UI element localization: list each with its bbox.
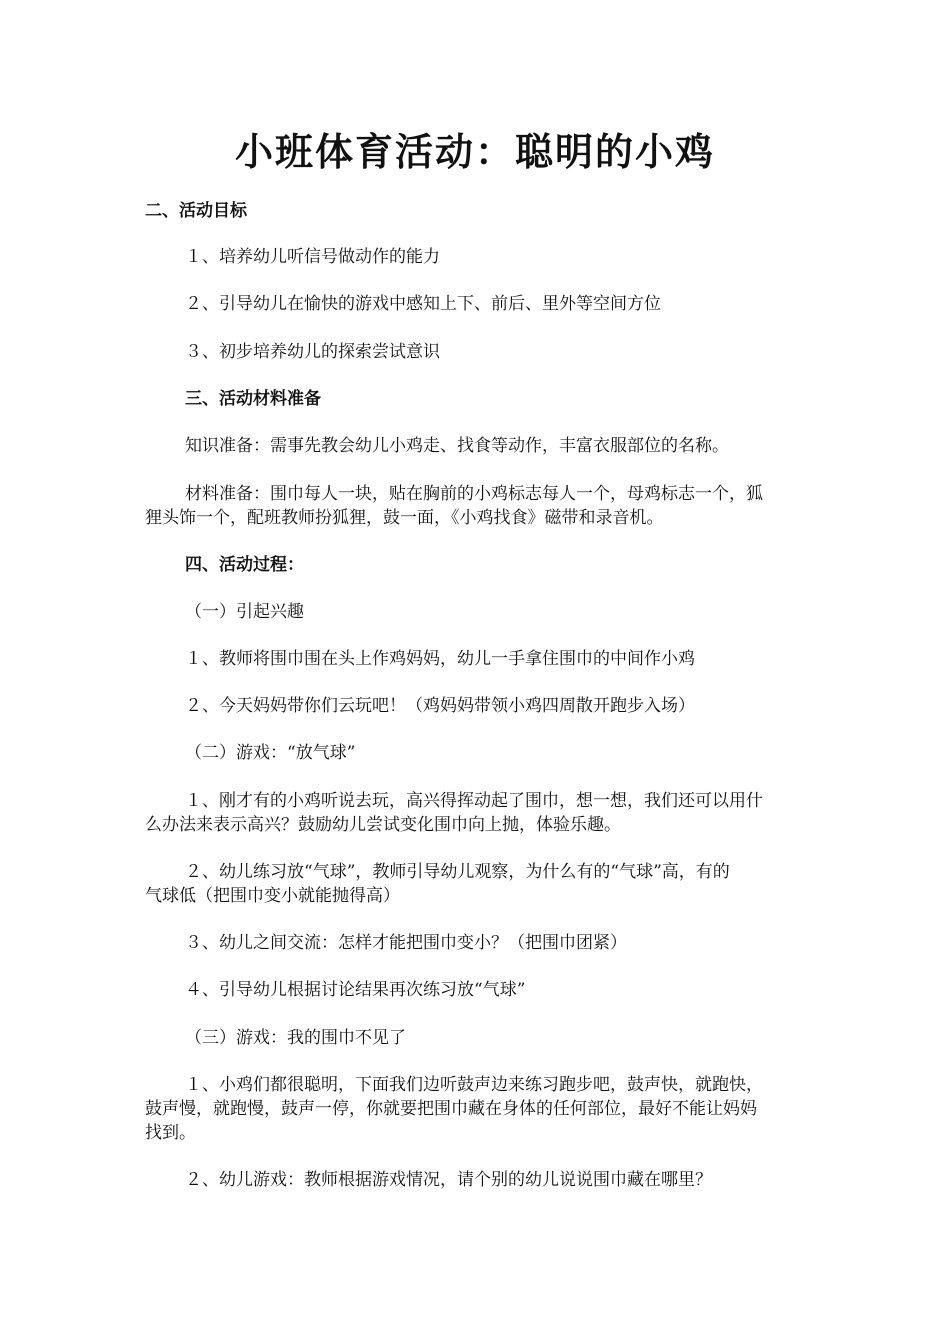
part2-p2-line2: 气球低（把围巾变小就能抛得高） bbox=[145, 886, 400, 906]
part2-p1-line1: １、刚才有的小鸡听说去玩，高兴得挥动起了围巾，想一想，我们还可以用什 bbox=[185, 791, 763, 811]
part3-p1-line1: １、小鸡们都很聪明，下面我们边听鼓声边来练习跑步吧，鼓声快，就跑快， bbox=[185, 1075, 763, 1095]
part2-item-4: ４、引导幼儿根据讨论结果再次练习放“气球” bbox=[185, 980, 526, 1000]
knowledge-preparation: 知识准备：需事先教会幼儿小鸡走、找食等动作，丰富衣服部位的名称。 bbox=[185, 436, 729, 456]
part3-p1-line3: 找到。 bbox=[145, 1123, 196, 1143]
material-preparation-line2: 狸头饰一个，配班教师扮狐狸，鼓一面，《小鸡找食》磁带和录音机。 bbox=[145, 508, 664, 528]
section-heading-process: 四、活动过程： bbox=[185, 555, 304, 575]
part2-item-3: ３、幼儿之间交流：怎样才能把围巾变小？（把围巾团紧） bbox=[185, 933, 627, 953]
part1-item-2: ２、今天妈妈带你们云玩吧！（鸡妈妈带领小鸡四周散开跑步入场） bbox=[185, 696, 695, 716]
section-heading-goals: 二、活动目标 bbox=[145, 201, 247, 221]
part1-heading: （一）引起兴趣 bbox=[185, 602, 304, 622]
part3-heading: （三）游戏：我的围巾不见了 bbox=[185, 1028, 406, 1048]
part2-heading: （二）游戏：“放气球” bbox=[185, 743, 356, 763]
material-preparation-line1: 材料准备：围巾每人一块，贴在胸前的小鸡标志每人一个，母鸡标志一个，狐 bbox=[185, 484, 763, 504]
part3-item-2: ２、幼儿游戏：教师根据游戏情况，请个别的幼儿说说围巾藏在哪里？ bbox=[185, 1170, 712, 1190]
part1-item-1: １、教师将围巾围在头上作鸡妈妈，幼儿一手拿住围巾的中间作小鸡 bbox=[185, 649, 695, 669]
goal-item-2: ２、引导幼儿在愉快的游戏中感知上下、前后、里外等空间方位 bbox=[185, 294, 661, 314]
goal-item-1: １、培养幼儿听信号做动作的能力 bbox=[185, 247, 440, 267]
part3-p1-line2: 鼓声慢，就跑慢，鼓声一停，你就要把围巾藏在身体的任何部位，最好不能让妈妈 bbox=[145, 1099, 757, 1119]
part2-p2-line1: ２、幼儿练习放“气球”，教师引导幼儿观察，为什么有的“气球”高，有的 bbox=[185, 862, 730, 882]
part2-p1-line2: 么办法来表示高兴？鼓励幼儿尝试变化围巾向上抛，体验乐趣。 bbox=[145, 815, 621, 835]
goal-item-3: ３、初步培养幼儿的探索尝试意识 bbox=[185, 342, 440, 362]
section-heading-materials: 三、活动材料准备 bbox=[185, 389, 321, 409]
document-title: 小班体育活动：聪明的小鸡 bbox=[234, 129, 715, 174]
